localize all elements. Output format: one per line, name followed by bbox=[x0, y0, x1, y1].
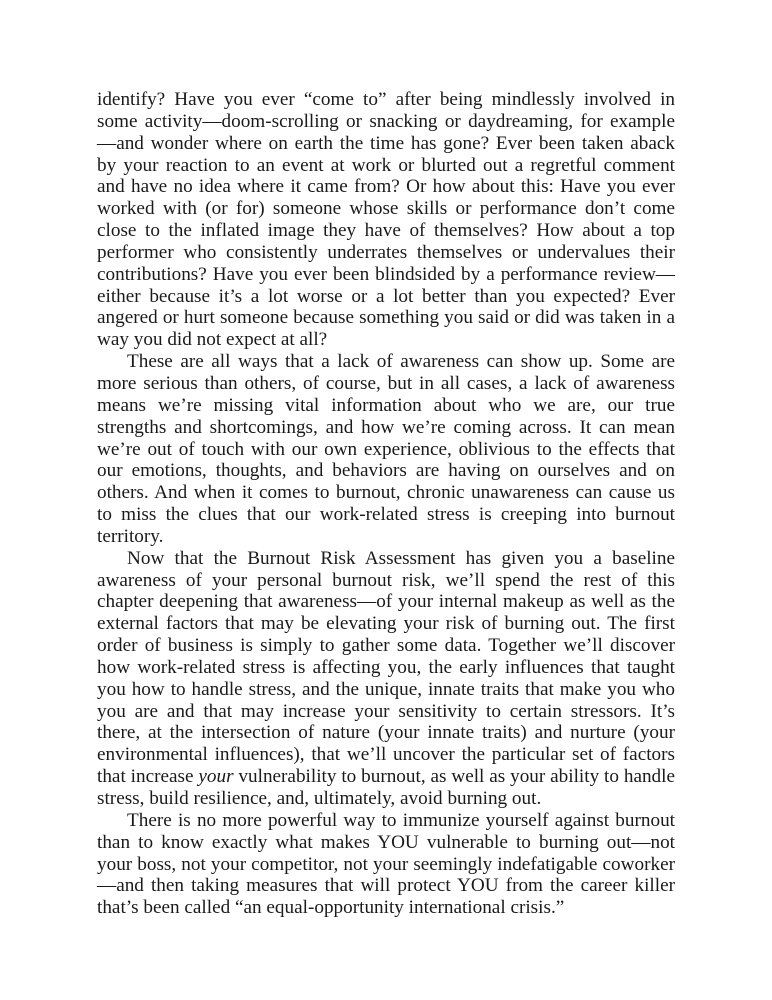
paragraph-4-text: There is no more powerful way to immunize yourself against burnout than to know exactly what makes YOU vulnerable to burning out—not your boss, not your competitor, not your seemingly indefatigable coworker—and then taking measures that will protect YOU from the career killer that’s been called “an equal-opportunity international crisis.” bbox=[97, 809, 675, 919]
paragraph-4 bbox=[97, 810, 675, 919]
paragraph-2-text: These are all ways that a lack of awareness can show up. Some are more serious than others, of course, but in all cases, a lack of awareness means we’re missing vital information about who we are, our true strengths and shortcomings, and how we’re coming across. It can mean we’re out of touch with our own experience, oblivious to the effects that our emotions, thoughts, and behaviors are having on ourselves and on others. And when it comes to burnout, chronic unawareness can cause us to miss the clues that our work-related stress is creeping into burnout territory. bbox=[97, 351, 675, 547]
paragraph-1-text: identify? Have you ever “come to” after being mindlessly involved in some activity—doom-scrolling or snacking or daydreaming, for example—and wonder where on earth the time has gone? Ever been taken aback by your reaction to an event at work or blurted out a regretful comment and have no idea where it came from? Or how about this: Have you ever worked with (or for) someone whose skills or performance don’t come close to the inflated image they have of themselves? How about a top performer who consistently underrates themselves or undervalues their contributions? Have you ever been blindsided by a performance review—either because it’s a lot worse or a lot better than you expected? Ever angered or hurt someone because something you said or did was taken in a way you did not expect at all? bbox=[97, 89, 675, 351]
paragraph-1 bbox=[97, 89, 675, 351]
book-page-body bbox=[97, 89, 675, 919]
paragraph-3-text-b: vulnerability to burnout, as well as your ability to handle stress, build resilience, and, ultimately, avoid burning out. bbox=[97, 766, 675, 809]
paragraph-2 bbox=[97, 351, 675, 548]
paragraph-3-emphasis-your: your bbox=[198, 766, 234, 788]
paragraph-3-text-a: Now that the Burnout Risk Assessment has given you a baseline awareness of your personal burnout risk, we’ll spend the rest of this chapter deepening that awareness—of your internal makeup as well as the external factors that may be elevating your risk of burning out. The first order of business is simply to gather some data. Together we’ll discover how work-​related stress is affecting you, the early influences that taught you how to handle stress, and the unique, innate traits that make you who you are and that may increase your sensitivity to certain stressors. It’s there, at the intersection of nature (your innate traits) and nurture (your environmental influences), that we’ll uncover the particular set of factors that increase bbox=[97, 547, 675, 788]
paragraph-3 bbox=[97, 548, 675, 810]
